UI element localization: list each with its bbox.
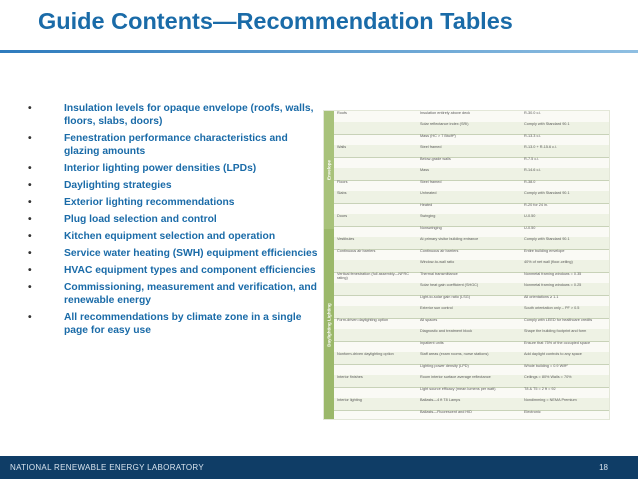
bullet-item xyxy=(28,311,318,337)
page-number: 18 xyxy=(599,463,608,472)
table-cell: Light source efficacy (mean lumens per watt) xyxy=(420,386,496,391)
bullet-glyph: • xyxy=(28,312,32,323)
table-cell: Exterior sun control xyxy=(420,306,453,311)
section-label-envelope xyxy=(324,111,334,229)
table-cell: Nonmetal framing windows = 0.25 xyxy=(524,283,582,288)
table-cell: Walls xyxy=(337,145,347,150)
bullet-glyph: • xyxy=(28,231,32,242)
table-cell: Room interior surface average reflectance xyxy=(420,375,491,380)
table-cell: Continuous air barriers xyxy=(420,248,459,253)
recommendation-table-image xyxy=(323,110,610,420)
bullet-text: Plug load selection and control xyxy=(64,214,217,225)
table-cell: Slabs xyxy=(337,191,347,196)
table-cell: Whole building = 0.9 W/ft² xyxy=(524,363,568,368)
table-cell: Below-grade walls xyxy=(420,156,451,161)
section-label-text: Daylighting Lighting xyxy=(326,303,332,347)
table-cell: Comply with LEED for healthcare credits xyxy=(524,317,593,322)
table-cell: Solar heat gain coefficient (SHGC) xyxy=(420,283,479,288)
table-cell: Comply with Standard 90.1 xyxy=(524,237,570,242)
bullet-glyph: • xyxy=(28,163,32,174)
table-cell: R-13.3 c.i. xyxy=(524,133,542,138)
table-cell: R-38.0 xyxy=(524,179,536,184)
table-cell: U-0.50 xyxy=(524,214,536,219)
bullet-text: Service water heating (SWH) equipment efficiencies xyxy=(64,248,318,259)
bullet-item xyxy=(28,196,318,209)
table-cell: All spaces xyxy=(420,317,438,322)
table-cell: Nonform-driven daylighting option xyxy=(337,352,394,357)
bullet-glyph: • xyxy=(28,103,32,114)
table-cell: Steel framed xyxy=(420,179,442,184)
table-cell: Interior finishes xyxy=(337,375,363,380)
table-cell: Shape the building footprint and form xyxy=(524,329,587,334)
table-cell: Entire building envelope xyxy=(524,248,565,253)
section-label-text: Envelope xyxy=(326,159,332,181)
table-cell: Ballasts—4 ft T8 Lamps xyxy=(420,398,461,403)
table-cell: At primary visitor building entrance xyxy=(420,237,479,242)
bullet-text: Interior lighting power densities (LPDs) xyxy=(64,163,257,174)
table-cell: Mass (HC > 7 Btu/ft²) xyxy=(420,133,456,138)
table-cell: R-7.5 c.i. xyxy=(524,156,540,161)
table-cell: Floors xyxy=(337,179,348,184)
bullet-item xyxy=(28,247,318,260)
bullet-item xyxy=(28,213,318,226)
table-cell: R-20 for 24 in. xyxy=(524,202,549,207)
bullet-text: Kitchen equipment selection and operation xyxy=(64,231,276,242)
table-cell: Unheated xyxy=(420,191,437,196)
bullet-glyph: • xyxy=(28,214,32,225)
table-cell: Thermal transmittance xyxy=(420,271,458,276)
table-cell: Staff areas (exam rooms, nurse stations) xyxy=(420,352,489,357)
table-cell: South orientation only – PF > 0.5 xyxy=(524,306,580,311)
table-cell: Roofs xyxy=(337,111,347,115)
bullet-item xyxy=(28,162,318,175)
table-cell: R-13.0 + R-15.6 c.i. xyxy=(524,145,558,150)
bullet-text: All recommendations by climate zone in a single page for easy use xyxy=(64,312,302,336)
bullet-item xyxy=(28,132,318,158)
table-cell: Ceilings = 80% Walls = 70% xyxy=(524,375,572,380)
table-cell: Ensure that 75% of the occupied space xyxy=(524,340,591,345)
footer-bar xyxy=(0,456,638,479)
table-cell: Doors xyxy=(337,214,348,219)
table-cell: Steel framed xyxy=(420,145,442,150)
section-label-daylighting-lighting xyxy=(324,229,334,420)
table-cell: Continuous air barriers xyxy=(337,248,376,253)
table-cell: Heated xyxy=(420,202,433,207)
table-cell: Comply with Standard 90.1 xyxy=(524,122,570,127)
table-cell: 40% of net wall (floor-ceiling) xyxy=(524,260,573,265)
table-cell: Nonmetal framing windows = 0.35 xyxy=(524,271,582,276)
bullet-item xyxy=(28,230,318,243)
title-divider xyxy=(0,50,638,53)
bullet-glyph: • xyxy=(28,248,32,259)
table-cell: Form-driven daylighting option xyxy=(337,317,389,322)
bullet-text: Insulation levels for opaque envelope (roofs, walls, floors, slabs, doors) xyxy=(64,103,314,127)
table-cell: R-30.0 c.i. xyxy=(524,111,542,115)
bullet-list xyxy=(28,102,318,341)
bullet-item xyxy=(28,264,318,277)
table-cell: Mass xyxy=(420,168,430,173)
table-cell: Add daylight controls to any space xyxy=(524,352,582,357)
bullet-glyph: • xyxy=(28,265,32,276)
table-cell: Nonswinging xyxy=(420,225,442,230)
bullet-glyph: • xyxy=(28,197,32,208)
table-cell: Vertical fenestration (full assembly—NFRC rating) xyxy=(337,271,409,281)
table-cell: R-14.6 c.i. xyxy=(524,168,542,173)
bullet-item xyxy=(28,102,318,128)
table-cell: T8 & T5 = 2 ft = 92 xyxy=(524,386,556,391)
table-row xyxy=(334,410,609,420)
bullet-item xyxy=(28,179,318,192)
table-cell: All orientations ≥ 1.1 xyxy=(524,294,559,299)
table-cell: Window-to-wall ratio xyxy=(420,260,455,265)
table-cell: Diagnostic and treatment block xyxy=(420,329,473,334)
table-cell: Swinging xyxy=(420,214,436,219)
table-cell: Comply with Standard 90.1 xyxy=(524,191,570,196)
bullet-text: Exterior lighting recommendations xyxy=(64,197,235,208)
table-cell: Electronic xyxy=(524,409,541,414)
bullet-glyph: • xyxy=(28,180,32,191)
table-cell: Inpatient units xyxy=(420,340,444,345)
table-cell: U-0.50 xyxy=(524,225,536,230)
bullet-text: Daylighting strategies xyxy=(64,180,172,191)
table-cell: Interior lighting xyxy=(337,398,362,403)
bullet-text: Commissioning, measurement and verification, and renewable energy xyxy=(64,282,317,306)
footer-organization: NATIONAL RENEWABLE ENERGY LABORATORY xyxy=(10,463,204,472)
bullet-glyph: • xyxy=(28,133,32,144)
table-cell: Nondimming = NEMA Premium xyxy=(524,398,577,403)
table-cell: Insulation entirely above deck xyxy=(420,111,471,115)
bullet-item xyxy=(28,281,318,307)
table-cell: Lighting power density (LPD) xyxy=(420,363,469,368)
bullet-text: Fenestration performance characteristics and glazing amounts xyxy=(64,133,288,157)
slide-title: Guide Contents—Recommendation Tables xyxy=(38,8,513,34)
table-cell: Ballasts—Fluorescent and HID xyxy=(420,409,472,414)
table-cell: Light-to-solar gain ratio (LSG) xyxy=(420,294,471,299)
bullet-glyph: • xyxy=(28,282,32,293)
table-cell: Solar reflectance index (SRI) xyxy=(420,122,469,127)
bullet-text: HVAC equipment types and component efficiencies xyxy=(64,265,316,276)
table-cell: Vestibules xyxy=(337,237,355,242)
